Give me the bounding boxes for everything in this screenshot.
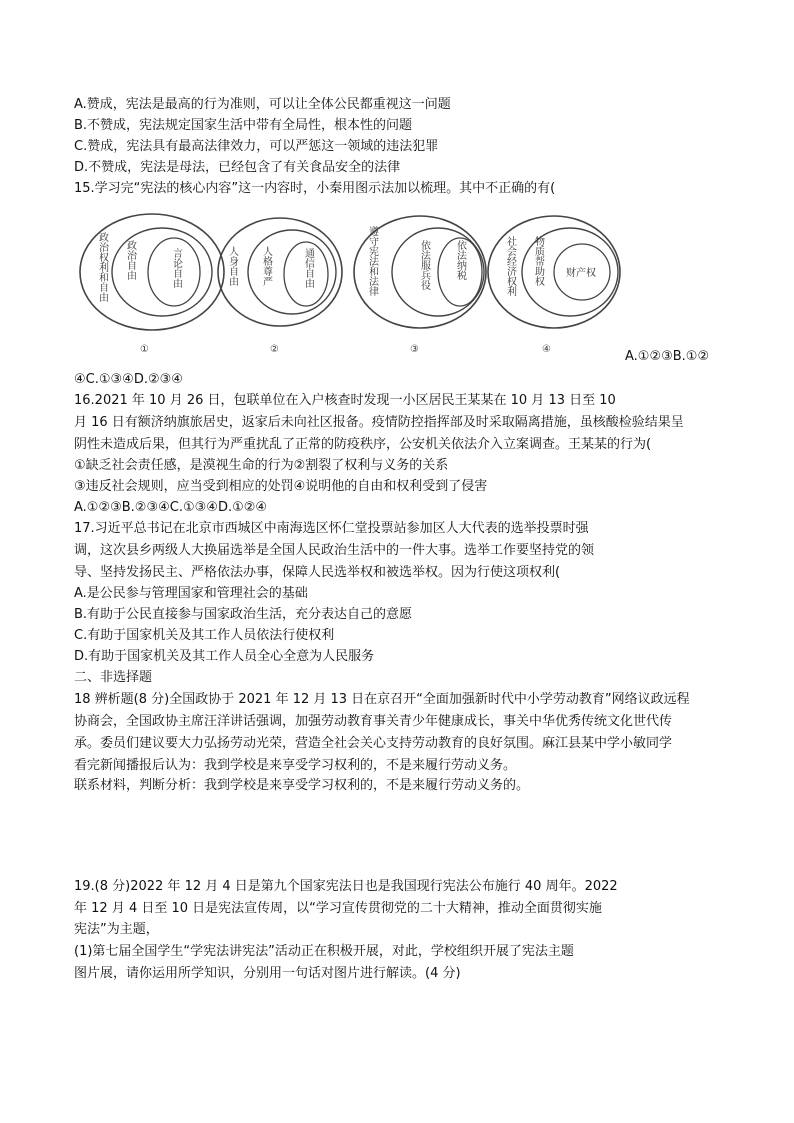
circle2-middle-label: 人格尊严	[260, 246, 272, 286]
circle4-inner-label: 财产权	[566, 268, 596, 279]
q19-line-1: 19.(8 分)2022 年 12 月 4 日是第九个国家宪法日也是我国现行宪法公布施行 40 周年。2022	[74, 879, 618, 894]
q16-line-2: 月 16 日有额济纳旗旅居史，返家后未向社区报备。疫情防控指挥部及时采取隔离措施，虽核酸检验结果呈	[74, 415, 684, 430]
section-heading-nonchoice: 二、非选择题	[74, 670, 153, 685]
circle4-middle-label: 物质帮助权	[532, 236, 544, 286]
q17-option-c: C.有助于国家机关及其工作人员依法行使权利	[74, 628, 335, 643]
q16-answers: A.①②③B.②③④C.①③④D.①②④	[74, 500, 268, 515]
q15-stem: 15.学习完“宪法的核心内容”这一内容时，小秦用图示法加以梳理。其中不正确的有(	[74, 181, 556, 196]
q15-answers-part1: A.①②③B.①②	[625, 349, 710, 364]
q19-line-3: 宪法”为主题，	[74, 922, 159, 937]
q19-line-4: (1)第七届全国学生“学宪法讲宪法”活动正在积极开展，对此，学校组织开展了宪法主题	[74, 944, 574, 959]
q17-option-a: A.是公民参与管理国家和管理社会的基础	[74, 586, 308, 601]
circle4-number: ④	[542, 344, 551, 355]
q14-option-c: C.赞成，宪法具有最高法律效力，可以严惩这一领域的违法犯罪	[74, 139, 439, 154]
q19-line-5: 图片展，请你运用所学知识，分别用一句话对图片进行解读。(4 分)	[74, 966, 461, 981]
circle3-middle-label: 依法服兵役	[418, 240, 430, 290]
q17-option-d: D.有助于国家机关及其工作人员全心全意为人民服务	[74, 649, 375, 664]
circle1-number: ①	[140, 344, 149, 355]
q16-line-3: 阴性未造成后果，但其行为严重扰乱了正常的防疫秩序，公安机关依法介入立案调查。王某某的行为(	[74, 437, 652, 452]
circle2-outer-label: 人身自由	[226, 246, 238, 286]
q17-line-1: 17.习近平总书记在北京市西城区中南海选区怀仁堂投票站参加区人大代表的选举投票时强	[74, 521, 589, 536]
circle4-outer-label: 社会经济权利	[504, 236, 516, 296]
circle1-inner-label: 言论自由	[170, 248, 182, 288]
circle-group-3	[354, 216, 486, 355]
circle1-middle-label: 政治自由	[124, 240, 136, 280]
circle2-inner-label: 通信自由	[302, 248, 314, 288]
circle3-outer-label: 遵守宪法和法律	[366, 226, 378, 296]
circle2-number: ②	[270, 344, 279, 355]
q18-line-4: 看完新闻播报后认为：我到学校是来享受学习权利的，不是来履行劳动义务。	[74, 758, 517, 773]
circle-group-1	[80, 214, 224, 355]
q14-option-d: D.不赞成，宪法是母法，已经包含了有关食品安全的法律	[74, 160, 401, 175]
q18-line-2: 协商会，全国政协主席汪洋讲话强调，加强劳动教育事关青少年健康成长，事关中华优秀传统文化世代传	[74, 714, 673, 729]
q14-option-a: A.赞成，宪法是最高的行为准则，可以让全体公民都重视这一问题	[74, 97, 451, 112]
circle3-number: ③	[410, 344, 419, 355]
q18-line-3: 承。委员们建议要大力弘扬劳动光荣，营造全社会关心支持劳动教育的良好氛围。麻江县某中学小敏同学	[74, 736, 673, 751]
q19-line-2: 年 12 月 4 日至 10 日是宪法宣传周，以“学习宣传贯彻党的二十大精神，推动全面贯彻实施	[74, 901, 602, 916]
q14-option-b: B.不赞成，宪法规定国家生活中带有全局性，根本性的问题	[74, 118, 413, 133]
q18-line-1: 18 辨析题(8 分)全国政协于 2021 年 12 月 13 日在京召开“全面加强新时代中小学劳动教育”网络议政远程	[74, 692, 690, 707]
circle1-outer-label: 政治权利和自由	[96, 232, 108, 302]
q15-answers-part2: ④C.①③④D.②③④	[74, 372, 183, 387]
q18-line-5: 联系材料，判断分析：我到学校是来享受学习权利的，不是来履行劳动义务的。	[74, 778, 530, 793]
q16-line-1: 16.2021 年 10 月 26 日，包联单位在入户核查时发现一小区居民王某某在 10 月 13 日至 10	[74, 393, 616, 408]
q17-option-b: B.有助于公民直接参与国家政治生活，充分表达自己的意愿	[74, 607, 413, 622]
circle3-inner-label: 依法纳税	[454, 240, 466, 280]
constitution-concept-figure	[74, 212, 634, 360]
q17-line-2: 调，这次县乡两级人大换届选举是全国人民政治生活中的一件大事。选举工作要坚持党的领	[74, 543, 595, 558]
q16-line-4: ①缺乏社会责任感，是漠视生命的行为②割裂了权利与义务的关系	[74, 458, 449, 473]
circle-group-4	[488, 216, 620, 355]
q16-line-5: ③违反社会规则，应当受到相应的处罚④说明他的自由和权利受到了侵害	[74, 479, 488, 494]
q17-line-3: 导、坚持发扬民主、严格依法办事，保障人民选举权和被选举权。因为行使这项权利(	[74, 565, 561, 580]
circle-group-2	[218, 218, 342, 355]
